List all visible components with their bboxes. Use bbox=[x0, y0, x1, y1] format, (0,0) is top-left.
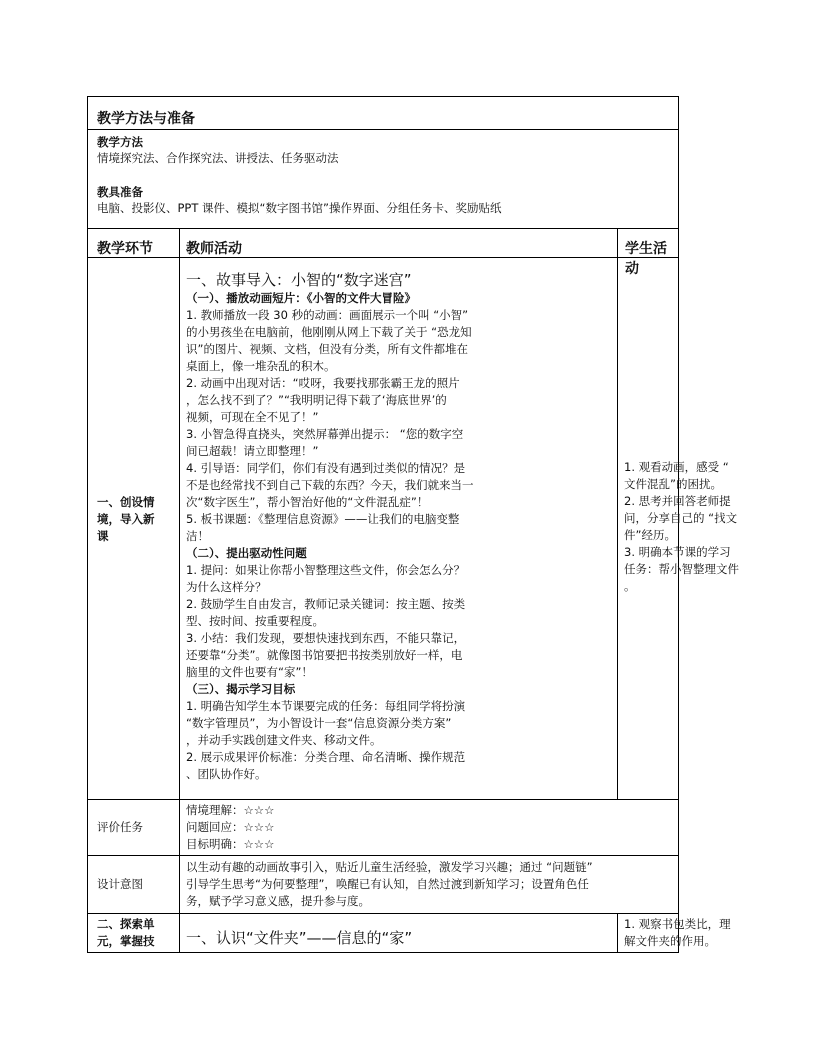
teacher-line: “数字管理员”，为小智设计一套“信息资源分类方案” bbox=[186, 716, 452, 730]
student-activity-text bbox=[624, 459, 739, 595]
design-line: 以生动有趣的动画故事引入，贴近儿童生活经验，激发学习兴趣；通过 “问题链” bbox=[186, 860, 593, 874]
preparation-block bbox=[88, 130, 678, 229]
stage-line: 二、探索单 bbox=[97, 917, 155, 931]
teacher-subheading: （二）、提出驱动性问题 bbox=[186, 546, 307, 560]
teacher-line: 次“数字医生”，帮小智治好他的“文件混乱症”！ bbox=[186, 495, 429, 509]
student-line: 3. 明确本节课的学习 bbox=[624, 545, 731, 559]
part2-heading: 一、认识“文件夹”——信息的“家” bbox=[186, 929, 413, 947]
teacher-line: 1. 明确告知学生本节课要完成的任务：每组同学将扮演 bbox=[186, 699, 466, 713]
design-line: 引导学生思考“为何要整理”，唤醒已有认知，自然过渡到新知学习；设置角色任 bbox=[186, 877, 589, 891]
student-line: 问，分享自己的 “找文 bbox=[624, 511, 738, 525]
teacher-line: 还要靠“分类”。就像图书馆要把书按类别放好一样，电 bbox=[186, 648, 463, 662]
methods-text: 情境探究法、合作探究法、讲授法、任务驱动法 bbox=[97, 151, 339, 165]
design-line: 务，赋予学习意义感，提升参与度。 bbox=[186, 894, 370, 908]
student-line: 1. 观看动画，感受 “ bbox=[624, 460, 729, 474]
teacher-line: 桌面上，像一堆杂乱的积木。 bbox=[186, 359, 336, 373]
teacher-line: 洁！ bbox=[186, 529, 209, 543]
teacher-line: 3. 小结：我们发现，要想快速找到东西，不能只靠记， bbox=[186, 631, 466, 645]
teacher-line: 2. 动画中出现对话：“哎呀，我要找那张霸王龙的照片 bbox=[186, 376, 460, 390]
teacher-subheading: （三）、揭示学习目标 bbox=[186, 682, 296, 696]
teacher-activity-text bbox=[186, 290, 617, 783]
header-stage: 教学环节 bbox=[97, 241, 153, 257]
teacher-line: 1. 教师播放一段 30 秒的动画：画面展示一个叫 “小智” bbox=[186, 308, 469, 322]
design-row bbox=[88, 856, 678, 914]
student-line: 件”经历。 bbox=[624, 528, 676, 542]
evaluation-row bbox=[88, 800, 678, 856]
stage-line: 课 bbox=[97, 529, 109, 543]
teacher-line: 脑里的文件也要有“家”！ bbox=[186, 665, 313, 679]
stage-line: 一、创设情 bbox=[97, 495, 155, 509]
part1-heading: 一、故事导入：小智的“数字迷宫” bbox=[186, 271, 412, 289]
teacher-line: 型、按时间、按重要程度。 bbox=[186, 614, 324, 628]
student-line: 1. 观察书包类比，理 bbox=[624, 917, 731, 931]
teacher-line: 2. 鼓励学生自由发言，教师记录关键词：按主题、按类 bbox=[186, 597, 466, 611]
evaluation-item: 情境理解：☆☆☆ bbox=[186, 803, 275, 817]
teacher-line: 1. 提问：如果让你帮小智整理这些文件，你会怎么分？ bbox=[186, 563, 466, 577]
header-teacher: 教师活动 bbox=[186, 241, 242, 257]
teacher-line: 2. 展示成果评价标准：分类合理、命名清晰、操作规范 bbox=[186, 750, 466, 764]
student-line: 任务：帮小智整理文件 bbox=[624, 562, 739, 576]
header-student: 学生活动 bbox=[625, 241, 667, 277]
teacher-line: 不是也经常找不到自己下载的东西？今天，我们就来当一 bbox=[186, 478, 474, 492]
evaluation-item: 目标明确：☆☆☆ bbox=[186, 837, 275, 851]
teacher-line: 为什么这样分？ bbox=[186, 580, 267, 594]
teacher-line: 视频，可现在全不见了！” bbox=[186, 410, 319, 424]
stage-line: 元，掌握技 bbox=[97, 934, 155, 948]
tools-label: 教具准备 bbox=[97, 185, 143, 199]
section-title: 教学方法与准备 bbox=[88, 97, 678, 130]
teacher-line: 4. 引导语：同学们，你们有没有遇到过类似的情况？是 bbox=[186, 461, 466, 475]
student-line: 文件混乱”的困扰。 bbox=[624, 477, 722, 491]
student-line: 2. 思考并回答老师提 bbox=[624, 494, 731, 508]
teacher-line: 的小男孩坐在电脑前，他刚刚从网上下载了关于 “恐龙知 bbox=[186, 325, 472, 339]
teacher-subheading: （一）、播放动画短片：《小智的文件大冒险》 bbox=[186, 291, 416, 305]
part1-row bbox=[88, 258, 739, 800]
evaluation-label: 评价任务 bbox=[97, 820, 143, 834]
stage-line: 境，导入新 bbox=[97, 512, 155, 526]
student-line: 解文件夹的作用。 bbox=[624, 934, 716, 948]
teacher-line: ，并动手实践创建文件夹、移动文件。 bbox=[186, 733, 382, 747]
part1-stage bbox=[88, 258, 179, 545]
methods-label: 教学方法 bbox=[97, 135, 143, 149]
lesson-plan-document bbox=[87, 96, 739, 953]
teacher-line: 5. 板书课题：《整理信息资源》——让我们的电脑变整 bbox=[186, 512, 460, 526]
part2-row bbox=[88, 914, 731, 953]
teacher-line: 3. 小智急得直挠头，突然屏幕弹出提示： “您的数字空 bbox=[186, 427, 464, 441]
design-label: 设计意图 bbox=[97, 877, 143, 891]
teacher-line: 识”的图片、视频、文档，但没有分类，所有文件都堆在 bbox=[186, 342, 468, 356]
table-header-row bbox=[88, 229, 678, 277]
teacher-line: ，怎么找不到了？”“我明明记得下载了‘海底世界’的 bbox=[186, 393, 447, 407]
tools-text: 电脑、投影仪、PPT 课件、模拟“数字图书馆”操作界面、分组任务卡、奖励贴纸 bbox=[97, 201, 502, 215]
teacher-line: 、团队协作好。 bbox=[186, 767, 267, 781]
evaluation-item: 问题回应：☆☆☆ bbox=[186, 820, 275, 834]
teacher-line: 间已超载！请立即整理！” bbox=[186, 444, 319, 458]
student-line: 。 bbox=[624, 579, 636, 593]
